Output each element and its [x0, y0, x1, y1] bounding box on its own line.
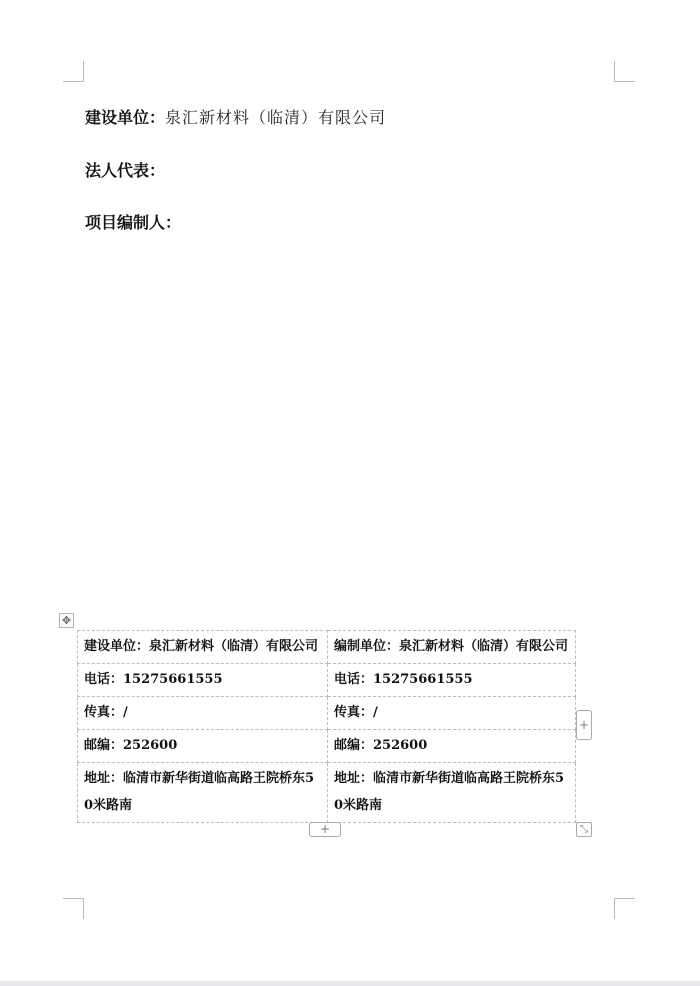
crop-mark-top-left	[63, 61, 84, 82]
table-row	[78, 730, 576, 763]
table-cell[interactable]: 地址：临清市新华街道临高路王院桥东50米路南	[328, 763, 576, 823]
crop-mark-bottom-right	[614, 898, 635, 919]
legal-rep-label: 法人代表：	[85, 161, 166, 180]
bottom-strip	[0, 981, 700, 986]
table-resize-handle[interactable]	[576, 822, 592, 837]
table-cell[interactable]: 邮编：252600	[328, 730, 576, 763]
plus-icon: +	[319, 822, 331, 836]
builder-value: 泉汇新材料（临清）有限公司	[165, 108, 387, 127]
table-row	[78, 664, 576, 697]
table-cell[interactable]: 建设单位：泉汇新材料（临清）有限公司	[78, 631, 328, 664]
crop-mark-bottom-left	[63, 898, 84, 919]
table-cell[interactable]: 地址：临清市新华街道临高路王院桥东50米路南	[78, 763, 328, 823]
compiler-label: 项目编制人：	[85, 213, 182, 232]
table-cell[interactable]: 传真：/	[328, 697, 576, 730]
builder-line[interactable]	[85, 108, 386, 128]
table-cell[interactable]: 传真：/	[78, 697, 328, 730]
plus-icon: +	[578, 718, 590, 732]
resize-icon: ⤡	[580, 824, 588, 835]
move-icon: ✥	[61, 614, 72, 627]
table-row	[78, 697, 576, 730]
compiler-line[interactable]	[85, 213, 181, 233]
table-cell[interactable]: 电话：15275661555	[328, 664, 576, 697]
add-row-button[interactable]	[309, 822, 341, 837]
builder-label: 建设单位：	[85, 108, 166, 127]
table-cell[interactable]: 电话：15275661555	[78, 664, 328, 697]
info-table	[77, 630, 576, 823]
table-cell[interactable]: 邮编：252600	[78, 730, 328, 763]
table-cell[interactable]: 编制单位：泉汇新材料（临清）有限公司	[328, 631, 576, 664]
table-move-handle[interactable]	[59, 613, 74, 628]
add-column-button[interactable]	[576, 710, 592, 740]
table-row	[78, 763, 576, 823]
legal-rep-line[interactable]	[85, 161, 165, 181]
table-row	[78, 631, 576, 664]
crop-mark-top-right	[614, 61, 635, 82]
